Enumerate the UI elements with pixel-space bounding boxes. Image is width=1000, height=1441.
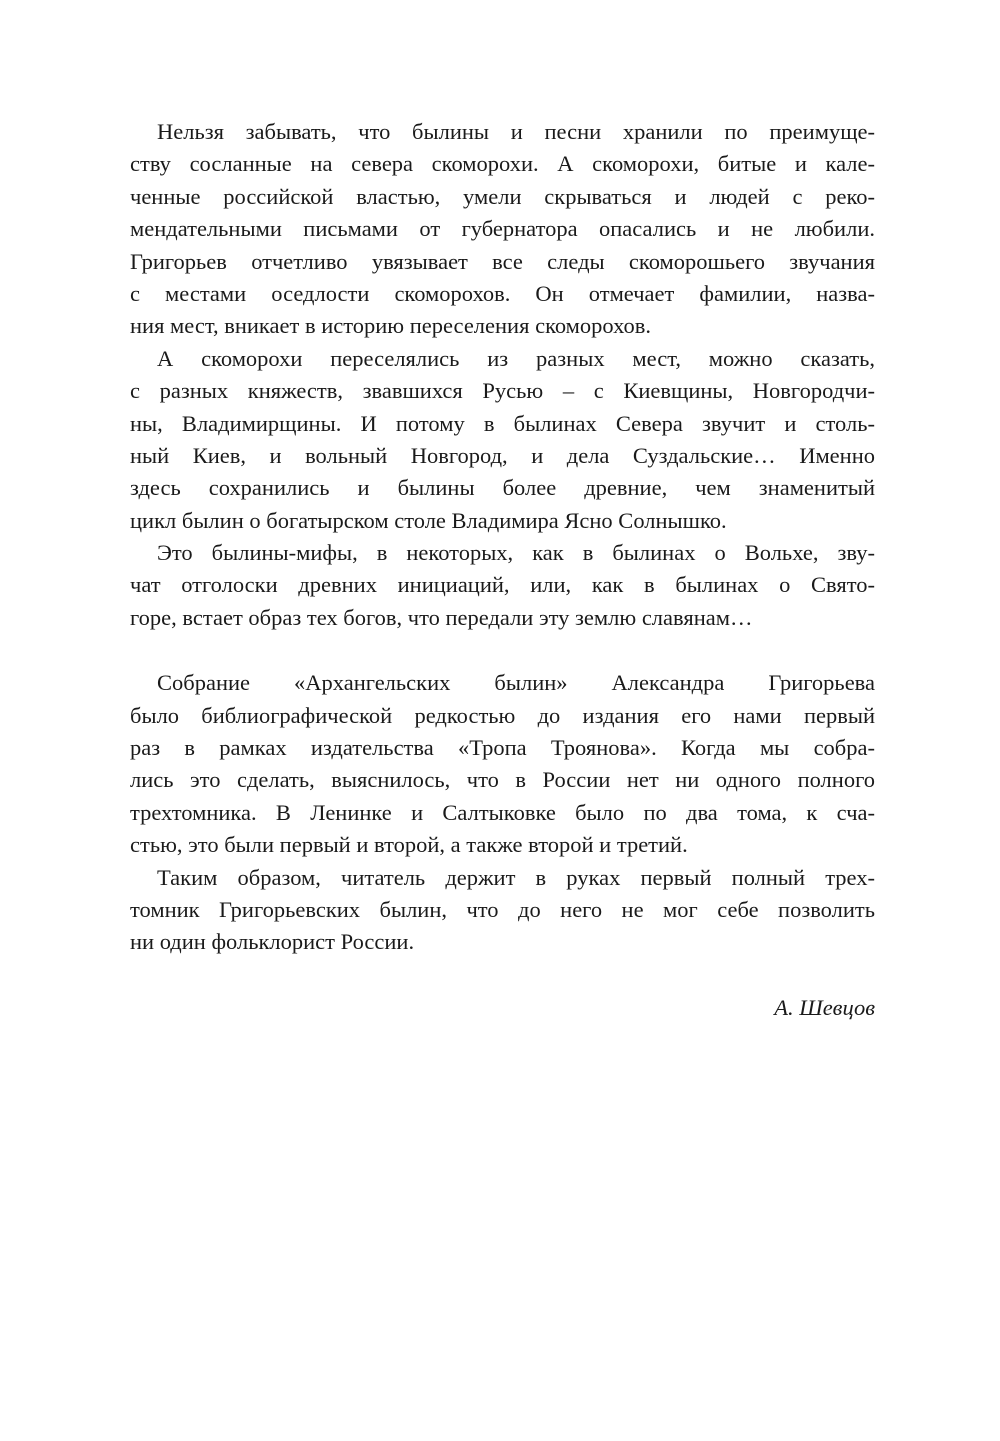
text-line: А скоморохи переселялись из разных мест, можно сказать, [157, 345, 875, 371]
text-line: Григорьев отчетливо увязывает все следы скоморошьего звучания [130, 248, 875, 274]
text-line: с местами оседлости скоморохов. Он отмечает фамилии, назва- [130, 280, 875, 306]
section-gap [130, 634, 875, 667]
paragraph-4 [130, 667, 875, 861]
text-line: трехтомника. В Ленинке и Салтыковке было по два тома, к сча- [130, 799, 875, 825]
text-line: ния мест, вникает в историю переселения скоморохов. [130, 313, 651, 339]
text-line: здесь сохранились и былины более древние, чем знаменитый [130, 475, 875, 501]
text-line: ченные российской властью, умели скрываться и людей с реко- [130, 183, 875, 209]
paragraph-1 [130, 116, 875, 343]
text-line: лись это сделать, выяснилось, что в России нет ни одного полного [130, 767, 875, 793]
text-line: было библиографической редкостью до издания его нами первый [130, 702, 875, 728]
paragraph-5 [130, 862, 875, 959]
text-line: Таким образом, читатель держит в руках первый полный трех- [157, 864, 875, 890]
document-page [130, 116, 875, 1024]
text-line: Нельзя забывать, что былины и песни хранили по преимуще- [157, 119, 875, 144]
author-signature: А. Шевцов [774, 994, 875, 1020]
text-line: раз в рамках издательства «Тропа Троянова». Когда мы собра- [130, 735, 875, 761]
text-line: Это былины-мифы, в некоторых, как в былинах о Вольхе, зву- [157, 540, 875, 566]
text-line: чат отголоски древних инициаций, или, как в былинах о Свято- [130, 572, 875, 598]
text-line: цикл былин о богатырском столе Владимира Ясно Солнышко. [130, 507, 727, 533]
text-line: стью, это были первый и второй, а также второй и третий. [130, 832, 688, 858]
text-line: с разных княжеств, звавшихся Русью – с Киевщины, Новгородчи- [130, 378, 875, 404]
text-line: ны, Владимирщины. И потому в былинах Севера звучит и столь- [130, 410, 875, 436]
text-line: ству сосланные на севера скоморохи. А скоморохи, битые и кале- [130, 151, 875, 177]
text-line: томник Григорьевских былин, что до него не мог себе позволить [130, 896, 875, 922]
text-line: Собрание «Архангельских былин» Александра Григорьева [157, 670, 875, 696]
text-line: ный Киев, и вольный Новгород, и дела Суздальские… Именно [130, 442, 875, 468]
text-line: мендательными письмами от губернатора опасались и не любили. [130, 216, 875, 242]
text-line: горе, встает образ тех богов, что передали эту землю славянам… [130, 604, 753, 630]
text-line: ни один фольклорист России. [130, 929, 415, 955]
paragraph-3 [130, 537, 875, 634]
paragraph-2 [130, 343, 875, 537]
